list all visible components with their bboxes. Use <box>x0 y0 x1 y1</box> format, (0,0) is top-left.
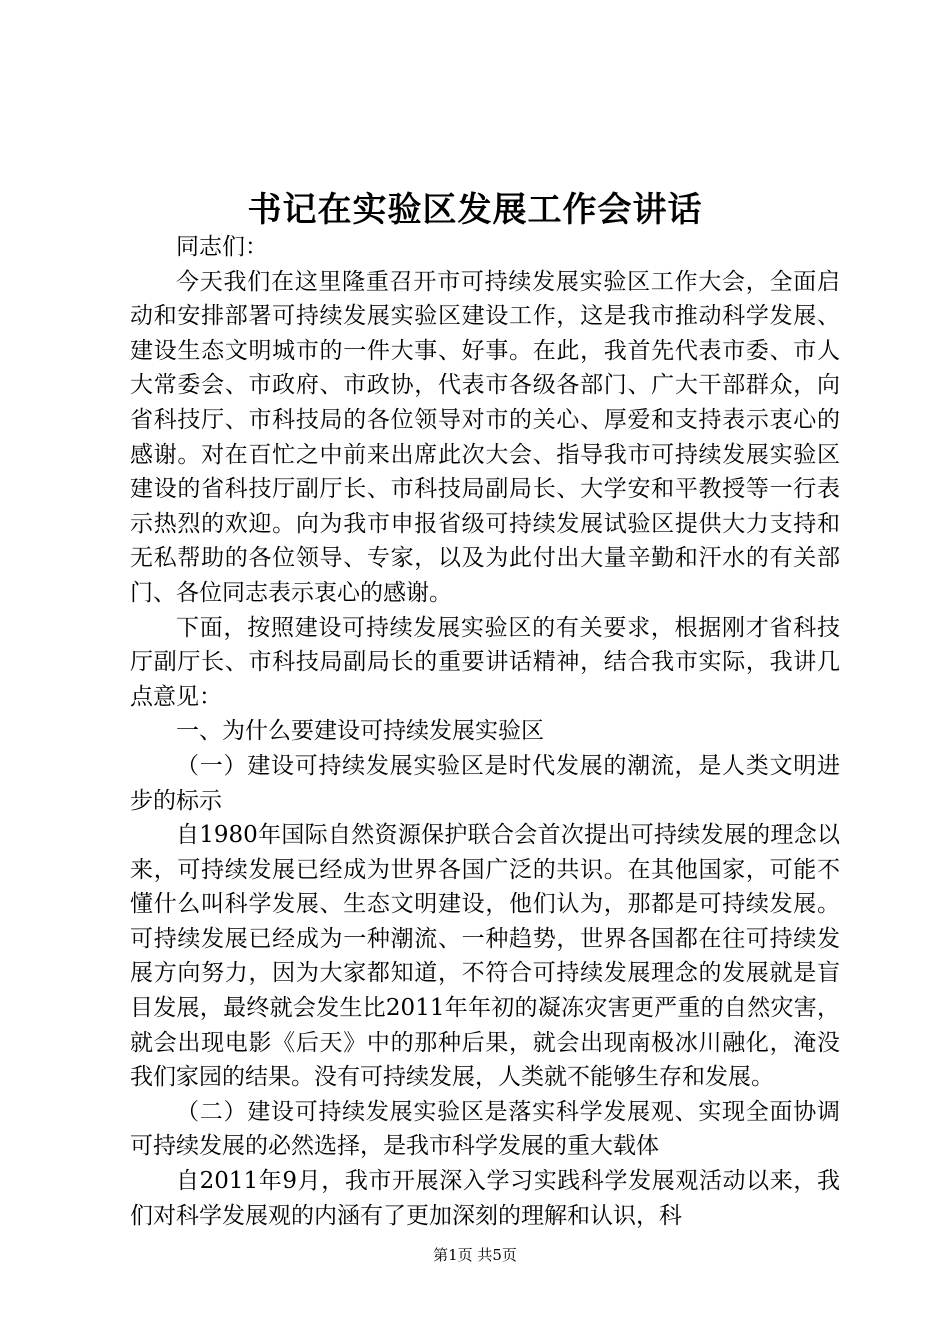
document-body <box>130 230 840 1233</box>
document-title: 书记在实验区发展工作会讲话 <box>247 190 703 230</box>
subsection-heading-1: （一）建设可持续发展实验区是时代发展的潮流，是人类文明进步的标示 <box>130 752 840 814</box>
paragraph-intro: 下面，按照建设可持续发展实验区的有关要求，根据刚才省科技厅副厅长、市科技局副局长的重要讲话精神，结合我市实际，我讲几点意见： <box>130 614 840 710</box>
page-footer: 第1页 共5页 <box>433 1246 517 1264</box>
section-heading-1: 一、为什么要建设可持续发展实验区 <box>176 718 544 745</box>
subsection-heading-2: （二）建设可持续发展实验区是落实科学发展观、实现全面协调可持续发展的必然选择，是我市科学发展的重大载体 <box>130 1098 840 1160</box>
paragraph-body-2: 自2011年9月，我市开展深入学习实践科学发展观活动以来，我们对科学发展观的内涵有了更加深刻的理解和认识，科 <box>130 1168 840 1229</box>
paragraph-body-1: 自1980年国际自然资源保护联合会首次提出可持续发展的理念以来，可持续发展已经成为世界各国广泛的共识。在其他国家，可能不懂什么叫科学发展、生态文明建设，他们认为，那都是可持续发展。可持续发展已经成为一种潮流、一种趋势，世界各国都在往可持续发展方向努力，因为大家都知道，不符合可持续发展理念的发展就是盲目发展，最终就会发生比2011年年初的凝冻灾害更严重的自然灾害，就会出现电影《后天》中的那种后果，就会出现南极冰川融化，淹没我们家园的结果。没有可持续发展，人类就不能够生存和发展。 <box>130 822 840 1091</box>
paragraph-opening: 今天我们在这里隆重召开市可持续发展实验区工作大会，全面启动和安排部署可持续发展实验区建设工作，这是我市推动科学发展、建设生态文明城市的一件大事、好事。在此，我首先代表市委、市人大常委会、市政府、市政协，代表市各级各部门、广大干部群众，向省科技厅、市科技局的各位领导对市的关心、厚爱和支持表示衷心的感谢。对在百忙之中前来出席此次大会、指导我市可持续发展实验区建设的省科技厅副厅长、市科技局副局长、大学安和平教授等一行表示热烈的欢迎。向为我市申报省级可持续发展试验区提供大力支持和无私帮助的各位领导、专家，以及为此付出大量辛勤和汗水的有关部门、各位同志表示衷心的感谢。 <box>130 268 840 606</box>
paragraph-salutation: 同志们： <box>176 234 268 260</box>
